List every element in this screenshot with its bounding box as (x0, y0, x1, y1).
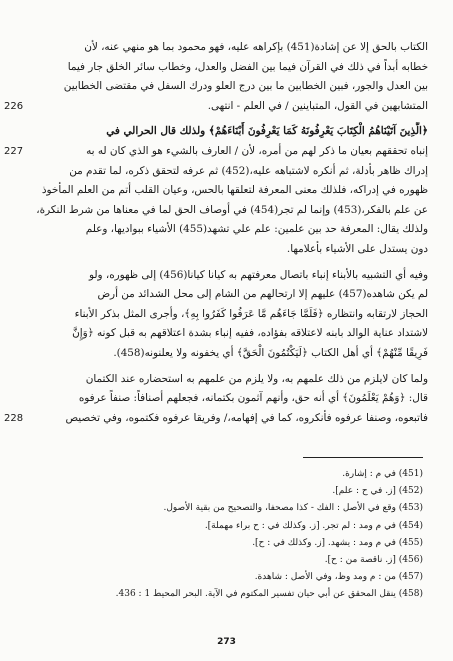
footnote: (458) ينقل المحقق عن أبي حيان تفسير المكتوم في الآية. البحر المحيط 1 : 436. (115, 589, 423, 600)
line-number: 227 (4, 145, 24, 157)
text-line: ظهوره في إدراكه، فلذلك معنى المعرفة لتعلقها بالحس، وعيان القلب أتم من العلم المأخوذ (41, 184, 428, 197)
footnote: (451) في م : إشارة. (342, 469, 423, 479)
line-number: 228 (4, 412, 24, 424)
paragraph-4 (4, 370, 428, 429)
text-line: فَرِيقًا مِّنْهُمْ﴾ أي أهل الكتاب ﴿لَيَكْتُمُونَ الْحَقَّ﴾ أي يخفونه ولا يعلنونه(458). (113, 346, 428, 359)
footnote: (455) في م ومد : يشهد. [ز. وكذلك في : ح]. (252, 537, 423, 548)
paragraph-3 (30, 266, 428, 364)
footnote: (453) وقع في الأصل : الفك - كذا مصحفا، والتصحيح من بقية الأصول. (163, 503, 423, 514)
text-line: قال: ﴿وَهُمْ يَعْلَمُونَ﴾ أي أنه حق، وأنهم آثمون بكتمانه، فجعلهم أصنافاً: صنفاً عرفوه (78, 392, 428, 405)
text-line: إنباه تحققهم بعيان ما ذكر لهم من أمره، لأن / العارف بالشيء هو الذي كان له به (86, 144, 428, 157)
paragraph-2 (4, 122, 428, 259)
footnotes (25, 466, 423, 604)
text-line: الكتاب بالحق إلا عن إشادة(451) بإكراهه عليه، فهو محمود بما هو منهي عنه، لأن (84, 41, 428, 53)
text-line: لاشتداد عناية الوالد بابنه لاعتلاقه بفؤاده، ففيه إنباء بشدة اعتلاقهم به قبل كونه ﴿وَإِنَّ (72, 327, 428, 340)
text-line: لم يكن شاهده(457) عليهم إلا ارتحالهم من الشام إلى محل الشدائد من أرض (97, 288, 428, 301)
footnote: (454) في م ومد : لم تجر. [ز. وكذلك في : ح براء مهملة]. (204, 520, 423, 531)
footnote: (456) [ز. ناقصة من : ح]. (324, 555, 423, 566)
text-line: ولما كان لايلزم من ذلك علمهم به، ولا يلزم من علمهم به استحضاره عند الكتمان (85, 372, 428, 385)
text-line: إدراك ظاهر بأدلة، ثم أنكره لاشتباهه عليه،(452) ثم عرفه لتحقق ذكره، لما تقدم من (69, 164, 428, 177)
line-number: 226 (4, 100, 24, 112)
footnote-separator (303, 457, 423, 458)
text-line: المتشابهين في القول، المتباينين / في العلم - انتهى. (207, 99, 428, 112)
text-line: بين العدل والجور، فبين الخطابين ما بين درج العلو ودرك السفل في مقتضى الخطابين (63, 80, 428, 93)
text-line: عن علم بالفكر،(453) وإنما لم تجر(454) في أوصاف الحق لما في معناها من شرط النكرة، (36, 203, 428, 216)
text-line: الحجاز لارتقابه وانتظاره ﴿فَلَمَّا جَاءَهُم مَّا عَرَفُوا كَفَرُوا بِهِ﴾، وأجرى المثل بذكر الأبناء (74, 307, 428, 320)
footnote: (457) من : م ومد وظ، وفي الأصل : شاهدة. (254, 572, 423, 583)
paragraph-1 (4, 38, 428, 116)
text-line: فاتبعوه، وصنفا عرفوه فأنكروه، كما في إفهامه،/ وفريقا عرفوه فكتموه، وفي تخصيص (65, 411, 428, 424)
text-line: دون يستدل على الأشياء بأعلامها. (286, 242, 428, 255)
text-line: ولذلك يقال: المعرفة حد بين علمين: علم علي تشهد(455) الأشياء ببواديها، وعلم (85, 223, 428, 236)
text-line: ﴿الَّذِينَ آتَيْنَاهُمُ الْكِتَابَ يَعْرِفُونَهُ كَمَا يَعْرِفُونَ أَبْنَاءَهُمْ﴾ ولذلك قال الحرالي في (106, 125, 428, 138)
page-number: 273 (217, 637, 236, 647)
text-line: خطابه أبداً في ذلك في القرآن فيما بين الفضل والعدل، وخطاب سائر الخلق جار فيما (67, 60, 428, 73)
text-line: وفيه أي التشبيه بالأبناء إنباء باتصال معرفتهم به كيانا كيانا(456) إلى ظهوره، ولو (88, 268, 428, 281)
page-body (4, 38, 428, 434)
footnote: (452) [ز. في ح : علم]. (332, 486, 423, 497)
